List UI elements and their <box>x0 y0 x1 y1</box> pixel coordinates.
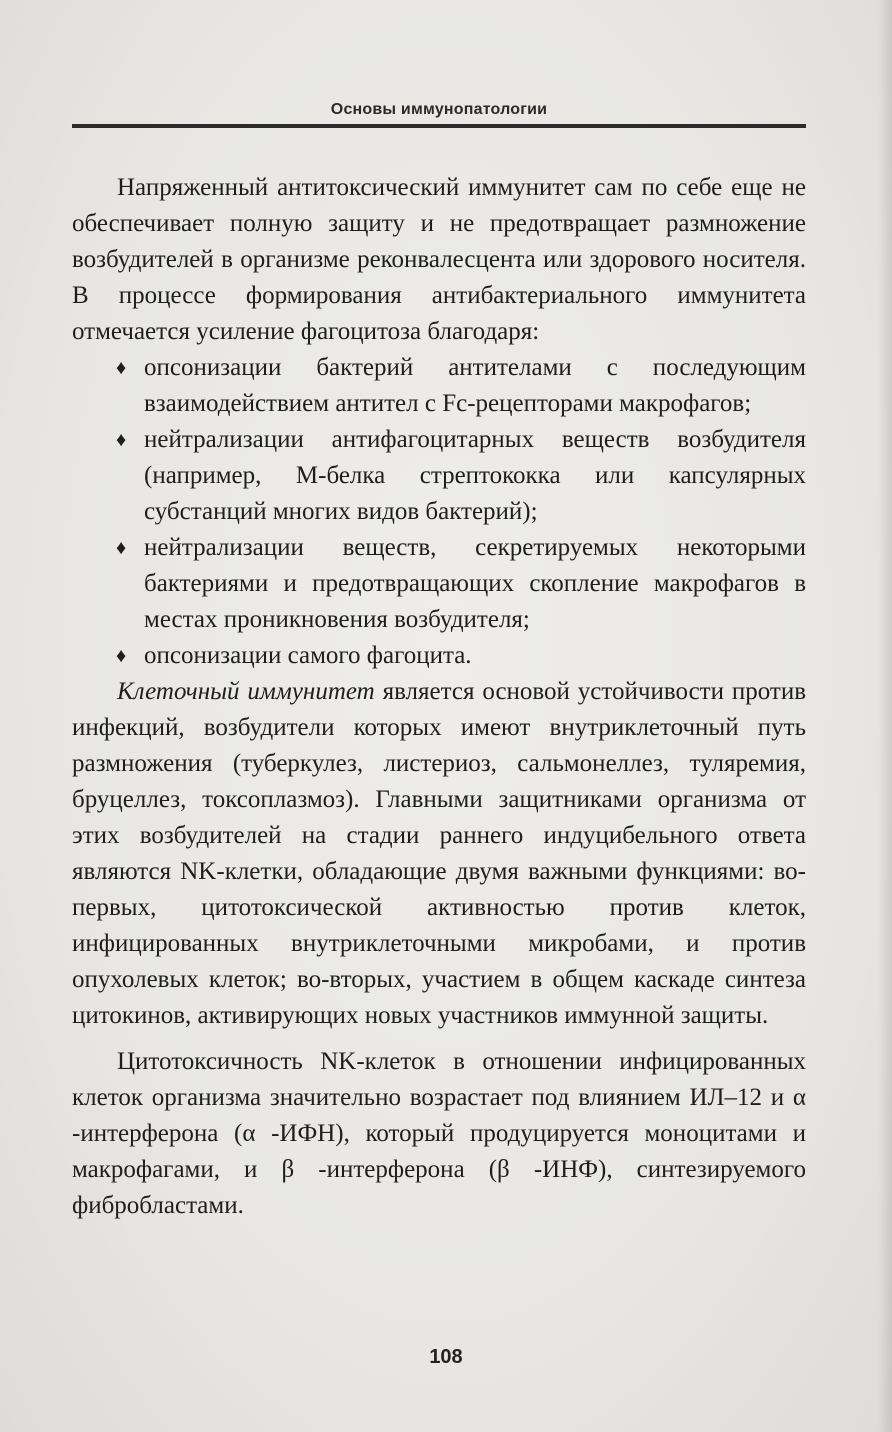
list-item <box>72 638 806 674</box>
italic-term: Клеточный иммунитет <box>117 678 375 705</box>
list-item-text: нейтрализации веществ, секретируемых некоторыми бактериями и предотвращающих скопление макрофагов в местах проникновения возбудителя; <box>144 534 806 633</box>
list-item-text: опсонизации бактерий антителами с последующим взаимодействием антител с Fc-рецепторами макрофагов; <box>144 354 806 417</box>
paragraph-cellular-immunity <box>72 674 806 1034</box>
body-text <box>72 170 806 1224</box>
bullet-list <box>72 350 806 674</box>
page-number: 108 <box>429 1346 463 1368</box>
list-item <box>72 422 806 530</box>
diamond-bullet-icon: ♦ <box>116 537 127 559</box>
paragraph-nk-cytotoxicity: Цитотоксичность NK-клеток в отношении инфицированных клеток организма значительно возрастает под влиянием ИЛ–12 и α -интерферона (α -ИФН), который продуцируется моноцитами и макрофагами, и β -интерферона (β -ИНФ), синтезируемого фибробластами. <box>72 1048 806 1219</box>
diamond-bullet-icon: ♦ <box>116 645 127 667</box>
diamond-bullet-icon: ♦ <box>116 429 127 451</box>
running-title: Основы иммунопатологии <box>330 101 548 118</box>
paragraph-text: является основой устойчивости против инфекций, возбудители которых имеют внутриклеточный путь размножения (туберкулез, листериоз, сальмонеллез, туляремия, бруцеллез, токсоплазмоз). Главными защитниками организма от этих возбудителей на стадии раннего индуцибельного ответа являются NK-клетки, обладающие двумя важными функциями: во-первых, цитотоксической активностью против клеток, инфицированных внутриклеточными микробами, и против опухолевых клеток; во-вторых, участием в общем каскаде синтеза цитокинов, активирующих новых участников иммунной защиты. <box>72 678 806 1029</box>
list-item <box>72 530 806 638</box>
list-item-text: опсонизации самого фагоцита. <box>144 642 472 669</box>
header-rule <box>72 124 806 128</box>
list-item <box>72 350 806 422</box>
list-item-text: нейтрализации антифагоцитарных веществ возбудителя (например, М-белка стрептококка или капсулярных субстанций многих видов бактерий); <box>144 426 806 525</box>
paragraph-intro: Напряженный антитоксический иммунитет сам по себе еще не обеспечивает полную защиту и не предотвращает размножение возбудителей в организме реконвалесцента или здорового носителя. В процессе формирования антибактериального иммунитета отмечается усиление фагоцитоза благодаря: <box>72 174 806 345</box>
page-edge-shadow <box>878 0 892 1432</box>
diamond-bullet-icon: ♦ <box>116 357 127 379</box>
